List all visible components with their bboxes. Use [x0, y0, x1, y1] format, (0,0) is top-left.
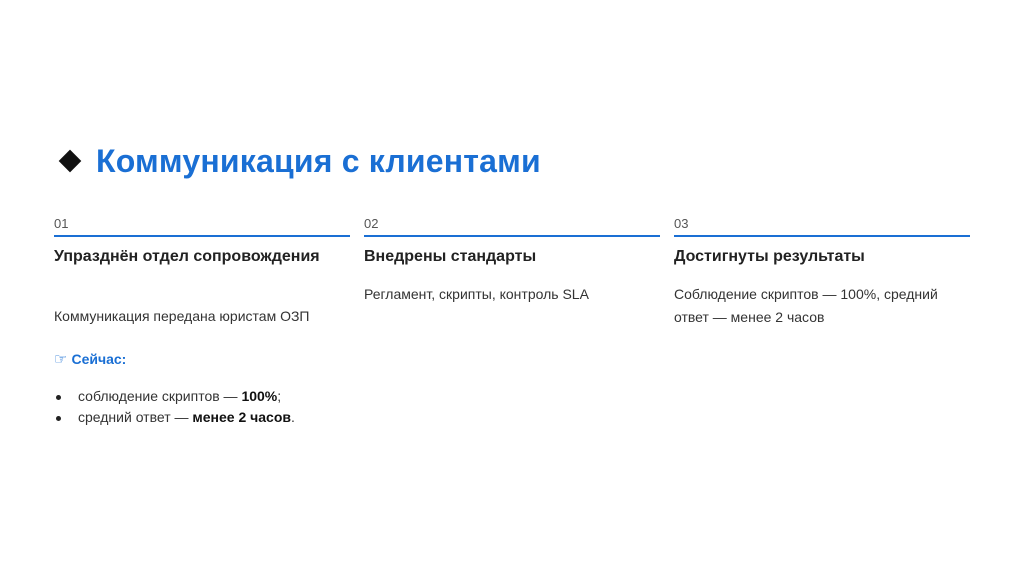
column-02	[364, 216, 660, 306]
bullet-bold-value: 100%	[241, 388, 278, 404]
column-description: Коммуникация передана юристам ОЗП	[54, 308, 310, 324]
column-title: Упразднён отдел сопровождения	[54, 248, 320, 265]
column-number: 02	[364, 216, 379, 231]
column-number: 01	[54, 216, 69, 231]
column-number: 03	[674, 216, 689, 231]
list-item	[54, 407, 350, 428]
bullet-suffix: ;	[277, 388, 282, 404]
slide-title: Коммуникация с клиентами	[96, 143, 541, 179]
column-description: Регламент, скрипты, контроль SLA	[364, 286, 589, 302]
pointing-hand-icon: ☞	[54, 351, 68, 368]
diamond-icon	[59, 150, 82, 173]
now-label	[54, 350, 350, 368]
column-01	[54, 216, 350, 428]
bullet-dot-icon	[56, 395, 61, 400]
bullet-suffix: .	[291, 409, 295, 425]
column-title: Достигнуты результаты	[674, 248, 865, 265]
column-divider	[54, 235, 350, 237]
bullet-bold-value: менее 2 часов	[192, 409, 291, 425]
bullet-text: соблюдение скриптов —	[78, 388, 242, 404]
now-bullet-list	[54, 386, 350, 428]
column-title: Внедрены стандарты	[364, 248, 537, 265]
bullet-dot-icon	[56, 416, 61, 421]
now-label-text: Сейчас:	[71, 351, 127, 367]
bullet-text: средний ответ —	[78, 409, 193, 425]
slide-header	[58, 140, 541, 182]
column-description: Соблюдение скриптов — 100%, средний ответ — менее 2 часов	[674, 286, 938, 325]
column-03	[674, 216, 970, 329]
list-item	[54, 386, 350, 407]
column-divider	[674, 235, 970, 237]
column-divider	[364, 235, 660, 237]
